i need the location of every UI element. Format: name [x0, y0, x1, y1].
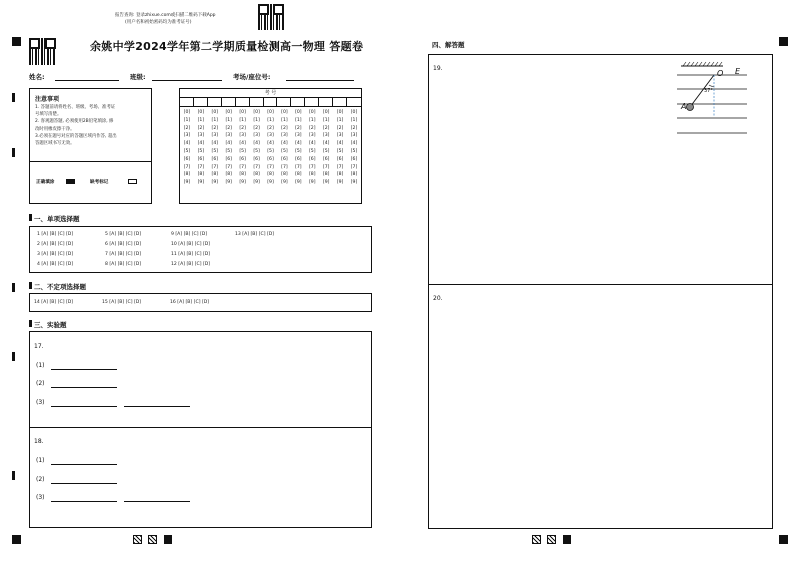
timing-mark: [12, 283, 15, 292]
exam-id-cell[interactable]: [222, 97, 236, 106]
exam-id-bubble[interactable]: [8]: [336, 172, 344, 178]
exam-id-bubble[interactable]: [2]: [281, 125, 288, 131]
exam-id-bubble[interactable]: [4]: [309, 141, 316, 147]
exam-id-bubble[interactable]: [8]: [322, 172, 330, 178]
choice-row[interactable]: 7 [A] [B] [C] [D]: [105, 252, 142, 257]
room-field[interactable]: [286, 80, 354, 81]
notes-box: [29, 88, 152, 204]
exam-id-bubble[interactable]: [1]: [239, 117, 246, 123]
exam-id-bubble[interactable]: [3]: [197, 133, 205, 139]
exam-id-bubble[interactable]: [8]: [295, 172, 302, 178]
section4-title: 四、解答题: [432, 41, 465, 49]
report-notice-2: (用户名和初始密码均为准考证号): [125, 20, 192, 25]
exam-id-bubble[interactable]: [6]: [211, 156, 219, 162]
section2-title: 二、不定项选择题: [34, 283, 86, 291]
exam-id-bubble[interactable]: [1]: [350, 117, 358, 123]
exam-id-bubble[interactable]: [4]: [336, 141, 344, 147]
exam-id-bubble[interactable]: [2]: [197, 125, 205, 131]
q18-answer-line[interactable]: [51, 501, 117, 502]
exam-id-bubble[interactable]: [4]: [267, 141, 274, 147]
class-label: 班级:: [130, 73, 146, 81]
q18-answer-line[interactable]: [51, 464, 117, 465]
exam-id-bubble[interactable]: [8]: [253, 172, 260, 178]
exam-id-bubble[interactable]: [5]: [322, 148, 330, 154]
exam-id-bubble[interactable]: [0]: [309, 110, 316, 115]
exam-id-bubble[interactable]: [6]: [350, 156, 358, 162]
exam-id-bubble[interactable]: [5]: [197, 148, 205, 154]
exam-id-cell[interactable]: [319, 97, 333, 106]
notes-line: 1. 答题前请将姓名、班级、考场、准考证: [35, 105, 116, 110]
exam-id-bubble[interactable]: [0]: [225, 110, 232, 115]
exam-id-bubble[interactable]: [2]: [350, 125, 358, 131]
q20-number: 20.: [433, 295, 443, 302]
correct-fill-sample: [66, 179, 75, 184]
q18-part-1: (1): [36, 457, 45, 464]
exam-id-bubble[interactable]: [3]: [239, 133, 246, 139]
exam-id-bubble[interactable]: [3]: [336, 133, 344, 139]
q17-part-3: (3): [36, 399, 45, 406]
exam-id-bubble[interactable]: [2]: [295, 125, 302, 131]
exam-id-bubble[interactable]: [7]: [350, 164, 358, 170]
exam-id-bubble[interactable]: [6]: [267, 156, 274, 162]
exam-id-bubble[interactable]: [6]: [183, 156, 191, 162]
choice-row[interactable]: 2 [A] [B] [C] [D]: [37, 242, 74, 247]
q18-answer-line[interactable]: [124, 501, 190, 502]
exam-id-bubble[interactable]: [1]: [211, 117, 219, 123]
exam-id-cell[interactable]: [194, 97, 208, 106]
exam-id-cell[interactable]: [291, 97, 305, 106]
exam-id-bubble[interactable]: [7]: [281, 164, 288, 170]
q17-number: 17.: [34, 343, 44, 350]
choice-row[interactable]: 5 [A] [B] [C] [D]: [105, 232, 142, 237]
section-marker: [29, 282, 32, 289]
correct-fill-label: 正确填涂: [36, 180, 55, 185]
exam-id-bubble[interactable]: [3]: [267, 133, 274, 139]
exam-id-bubble[interactable]: [9]: [309, 180, 316, 186]
exam-id-bubble[interactable]: [7]: [253, 164, 260, 170]
name-label: 姓名:: [29, 73, 45, 81]
exam-id-bubble[interactable]: [1]: [253, 117, 260, 123]
exam-id-bubble[interactable]: [2]: [309, 125, 316, 131]
notes-line: 号填写清楚。: [35, 112, 62, 118]
exam-id-bubble[interactable]: [0]: [183, 110, 191, 115]
exam-id-bubble[interactable]: [8]: [267, 172, 274, 178]
exam-id-bubble[interactable]: [5]: [211, 148, 219, 154]
exam-id-bubble[interactable]: [2]: [225, 125, 232, 131]
exam-id-bubble[interactable]: [6]: [295, 156, 302, 162]
exam-id-bubble[interactable]: [1]: [322, 117, 330, 123]
exam-id-bubble[interactable]: [8]: [350, 172, 358, 178]
figure-label-e: E: [735, 67, 741, 76]
exam-id-bubble[interactable]: [6]: [197, 156, 205, 162]
report-notice: 报告查询: 登录zhixue.com或扫描二维码下载App: [115, 13, 216, 18]
exam-id-bubble[interactable]: [9]: [295, 180, 302, 186]
exam-id-bubble[interactable]: [7]: [309, 164, 316, 170]
exam-id-bubble[interactable]: [5]: [336, 148, 344, 154]
exam-id-bubble[interactable]: [6]: [239, 156, 246, 162]
exam-id-bubble[interactable]: [3]: [281, 133, 288, 139]
choice-row[interactable]: 8 [A] [B] [C] [D]: [105, 262, 142, 267]
exam-id-bubble[interactable]: [0]: [197, 110, 205, 115]
exam-id-bubble[interactable]: [9]: [253, 180, 260, 186]
exam-id-bubble[interactable]: [6]: [225, 156, 232, 162]
choice-row[interactable]: 11 [A] [B] [C] [D]: [171, 252, 211, 257]
q18-number: 18.: [34, 438, 44, 445]
missing-label: 缺考标记: [90, 180, 109, 185]
notes-heading: 注意事项: [35, 96, 60, 103]
exam-id-bubble[interactable]: [4]: [350, 141, 358, 147]
q17-answer-line[interactable]: [124, 406, 190, 407]
section3-box: [29, 331, 372, 528]
figure-label-angle: 37°: [704, 88, 713, 94]
timing-mark: [12, 93, 15, 102]
q18-part-2: (2): [36, 476, 45, 483]
exam-id-bubble[interactable]: [1]: [267, 117, 274, 123]
section3-title: 三、实验题: [34, 321, 67, 329]
exam-id-bubble[interactable]: [5]: [350, 148, 358, 154]
q17-answer-line[interactable]: [51, 387, 117, 388]
exam-id-bubble[interactable]: [3]: [350, 133, 358, 139]
corner-mark: [12, 37, 21, 46]
exam-id-bubble[interactable]: [2]: [322, 125, 330, 131]
exam-id-bubble[interactable]: [8]: [281, 172, 288, 178]
exam-id-bubble[interactable]: [7]: [295, 164, 302, 170]
exam-id-bubble[interactable]: [1]: [336, 117, 344, 123]
exam-id-bubble[interactable]: [9]: [350, 180, 358, 186]
q17-answer-line[interactable]: [51, 369, 117, 370]
exam-id-bubble[interactable]: [5]: [183, 148, 191, 154]
exam-id-cell[interactable]: [333, 97, 347, 106]
exam-id-bubble[interactable]: [8]: [197, 172, 205, 178]
exam-id-bubble[interactable]: [6]: [322, 156, 330, 162]
exam-id-cell[interactable]: [277, 97, 291, 106]
exam-id-cell[interactable]: [264, 97, 278, 106]
exam-id-bubble[interactable]: [7]: [197, 164, 205, 170]
exam-id-bubble[interactable]: [9]: [336, 180, 344, 186]
exam-id-bubble[interactable]: [9]: [239, 180, 246, 186]
exam-id-bubble[interactable]: [2]: [211, 125, 219, 131]
exam-id-bubble[interactable]: [3]: [295, 133, 302, 139]
exam-id-bubble[interactable]: [6]: [253, 156, 260, 162]
exam-id-bubble[interactable]: [0]: [267, 110, 274, 115]
corner-mark: [12, 535, 21, 544]
choice-row[interactable]: 15 [A] [B] [C] [D]: [102, 300, 142, 305]
exam-id-bubble[interactable]: [4]: [253, 141, 260, 147]
figure-label-o: O: [717, 69, 724, 78]
hatched-mark: [133, 535, 142, 544]
notes-line: 答题区域书写无效。: [35, 141, 75, 147]
timing-mark: [164, 535, 172, 544]
exam-id-bubble[interactable]: [9]: [197, 180, 205, 186]
choice-row[interactable]: 12 [A] [B] [C] [D]: [171, 262, 211, 267]
exam-id-bubble[interactable]: [9]: [225, 180, 232, 186]
exam-id-bubble[interactable]: [6]: [336, 156, 344, 162]
q17-part-1: (1): [36, 362, 45, 369]
exam-id-bubble[interactable]: [0]: [281, 110, 288, 115]
exam-id-bubble[interactable]: [4]: [322, 141, 330, 147]
exam-id-bubble[interactable]: [2]: [336, 125, 344, 131]
choice-row[interactable]: 9 [A] [B] [C] [D]: [171, 232, 208, 237]
exam-id-bubble[interactable]: [4]: [183, 141, 191, 147]
class-field[interactable]: [152, 80, 222, 81]
section1-title: 一、单项选择题: [34, 215, 80, 223]
choice-row[interactable]: 4 [A] [B] [C] [D]: [37, 262, 74, 267]
exam-id-bubble[interactable]: [7]: [267, 164, 274, 170]
exam-id-bubble[interactable]: [4]: [225, 141, 232, 147]
section-marker: [29, 214, 32, 221]
physics-figure: [673, 61, 753, 137]
exam-id-bubble[interactable]: [8]: [239, 172, 246, 178]
exam-id-heading: 考 号: [180, 89, 361, 98]
section4-box: [428, 54, 773, 529]
exam-id-bubble[interactable]: [0]: [295, 110, 302, 115]
exam-id-bubble[interactable]: [1]: [281, 117, 288, 123]
exam-id-bubble[interactable]: [7]: [336, 164, 344, 170]
notes-line: 2. 客观题答题, 必须使用2B铅笔填涂, 修: [35, 119, 114, 125]
choice-row[interactable]: 16 [A] [B] [C] [D]: [170, 300, 210, 305]
exam-id-bubble[interactable]: [1]: [295, 117, 302, 123]
exam-id-bubble[interactable]: [9]: [267, 180, 274, 186]
exam-id-bubble[interactable]: [5]: [225, 148, 232, 154]
exam-id-bubble[interactable]: [1]: [183, 117, 191, 123]
hatched-mark: [148, 535, 157, 544]
exam-id-bubble[interactable]: [6]: [281, 156, 288, 162]
exam-id-bubble[interactable]: [0]: [350, 110, 358, 115]
exam-id-bubble[interactable]: [7]: [211, 164, 219, 170]
exam-id-bubble[interactable]: [3]: [322, 133, 330, 139]
corner-mark: [779, 535, 788, 544]
exam-id-bubble[interactable]: [5]: [267, 148, 274, 154]
exam-id-bubble[interactable]: [5]: [281, 148, 288, 154]
q19-number: 19.: [433, 65, 443, 72]
q17-part-2: (2): [36, 380, 45, 387]
exam-id-bubble[interactable]: [3]: [225, 133, 232, 139]
q18-answer-line[interactable]: [51, 483, 117, 484]
qr-code: [258, 4, 284, 30]
exam-id-bubble[interactable]: [5]: [295, 148, 302, 154]
section2-box: [29, 293, 372, 312]
exam-id-bubble[interactable]: [9]: [211, 180, 219, 186]
exam-id-cell[interactable]: [250, 97, 264, 106]
section1-box: [29, 226, 372, 273]
section-marker: [29, 320, 32, 327]
choice-row[interactable]: 14 [A] [B] [C] [D]: [34, 300, 74, 305]
exam-id-bubble[interactable]: [0]: [336, 110, 344, 115]
timing-mark: [12, 471, 15, 480]
q17-answer-line[interactable]: [51, 406, 117, 407]
choice-row[interactable]: 1 [A] [B] [C] [D]: [37, 232, 74, 237]
exam-id-bubble[interactable]: [0]: [322, 110, 330, 115]
exam-id-bubble[interactable]: [8]: [309, 172, 316, 178]
exam-id-bubble[interactable]: [7]: [225, 164, 232, 170]
exam-id-bubble[interactable]: [7]: [322, 164, 330, 170]
choice-row[interactable]: 10 [A] [B] [C] [D]: [171, 242, 211, 247]
exam-id-grid: [179, 88, 362, 204]
exam-id-bubble[interactable]: [0]: [253, 110, 260, 115]
exam-id-bubble[interactable]: [7]: [239, 164, 246, 170]
exam-id-bubble[interactable]: [5]: [253, 148, 260, 154]
qr-code: [29, 38, 56, 65]
room-label: 考场/座位号:: [233, 73, 271, 81]
exam-id-bubble[interactable]: [3]: [309, 133, 316, 139]
notes-line: 改时用橡皮擦干净。: [35, 126, 75, 132]
exam-id-bubble[interactable]: [8]: [225, 172, 232, 178]
exam-id-bubble[interactable]: [0]: [211, 110, 219, 115]
hatched-mark: [532, 535, 541, 544]
exam-id-bubble[interactable]: [4]: [197, 141, 205, 147]
exam-id-bubble[interactable]: [1]: [309, 117, 316, 123]
exam-id-cell[interactable]: [305, 97, 319, 106]
exam-id-bubble[interactable]: [1]: [197, 117, 205, 123]
exam-id-bubble[interactable]: [0]: [239, 110, 246, 115]
exam-id-bubble[interactable]: [8]: [183, 172, 191, 178]
exam-id-cell[interactable]: [236, 97, 250, 106]
exam-id-bubble[interactable]: [3]: [211, 133, 219, 139]
exam-id-bubble[interactable]: [6]: [309, 156, 316, 162]
notes-line: 3.必须在题号对应的答题区域内作答, 超出: [35, 133, 117, 139]
hatched-mark: [547, 535, 556, 544]
choice-row[interactable]: 3 [A] [B] [C] [D]: [37, 252, 74, 257]
exam-id-bubble[interactable]: [9]: [322, 180, 330, 186]
timing-mark: [563, 535, 571, 544]
exam-id-bubble[interactable]: [2]: [183, 125, 191, 131]
timing-mark: [12, 352, 15, 361]
notes-lines: [35, 104, 150, 147]
choice-row[interactable]: 13 [A] [B] [C] [D]: [235, 232, 275, 237]
exam-id-bubble[interactable]: [5]: [309, 148, 316, 154]
exam-id-cell[interactable]: [180, 97, 194, 106]
exam-id-cell[interactable]: [347, 97, 361, 106]
exam-id-bubble[interactable]: [9]: [281, 180, 288, 186]
exam-id-bubble[interactable]: [3]: [183, 133, 191, 139]
timing-mark: [12, 148, 15, 157]
exam-id-bubble[interactable]: [7]: [183, 164, 191, 170]
page-title: 余姚中学2024学年第二学期质量检测高一物理 答题卷: [90, 40, 364, 53]
exam-id-bubble[interactable]: [4]: [211, 141, 219, 147]
choice-row[interactable]: 6 [A] [B] [C] [D]: [105, 242, 142, 247]
figure-label-a: A: [681, 102, 687, 111]
exam-id-bubble[interactable]: [2]: [239, 125, 246, 131]
corner-mark: [779, 37, 788, 46]
exam-id-bubble[interactable]: [8]: [211, 172, 219, 178]
exam-id-bubble[interactable]: [4]: [295, 141, 302, 147]
exam-id-bubble[interactable]: [1]: [225, 117, 232, 123]
exam-id-bubble[interactable]: [5]: [239, 148, 246, 154]
exam-id-bubble[interactable]: [3]: [253, 133, 260, 139]
name-field[interactable]: [55, 80, 119, 81]
exam-id-bubble[interactable]: [4]: [239, 141, 246, 147]
q18-part-3: (3): [36, 494, 45, 501]
exam-id-cell[interactable]: [208, 97, 222, 106]
exam-id-bubble[interactable]: [2]: [267, 125, 274, 131]
missing-checkbox[interactable]: [128, 179, 137, 184]
exam-id-bubble[interactable]: [9]: [183, 180, 191, 186]
exam-id-bubble[interactable]: [2]: [253, 125, 260, 131]
exam-id-bubble[interactable]: [4]: [281, 141, 288, 147]
